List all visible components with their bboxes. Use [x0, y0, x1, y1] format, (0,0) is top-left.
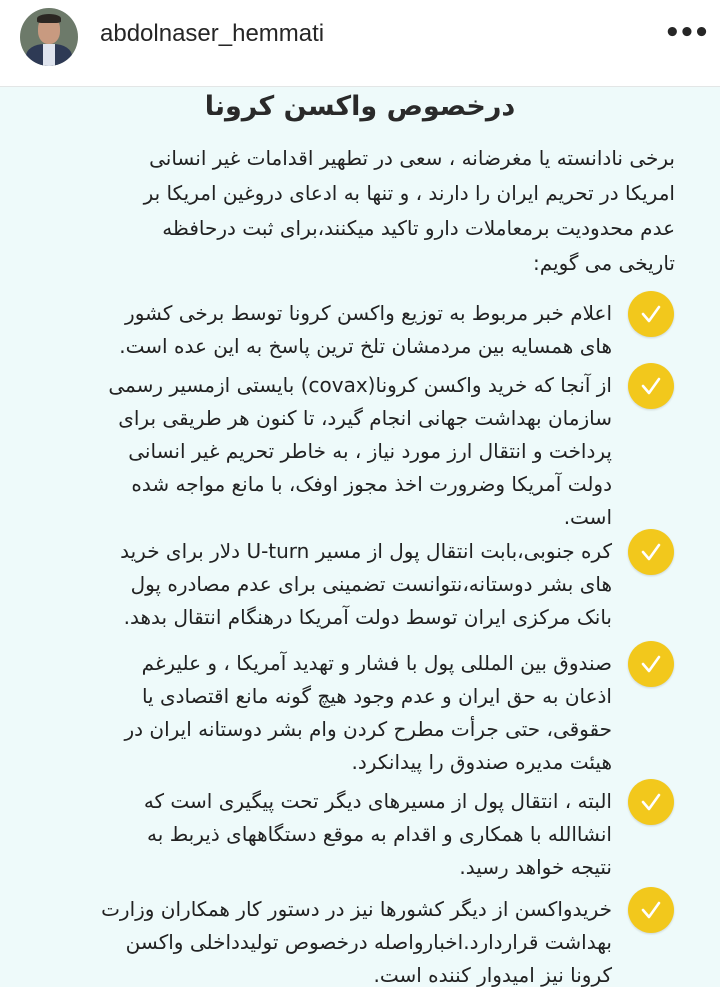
bullet-text: البته ، انتقال پول از مسیرهای دیگر تحت پیگیری است که انشاالله با همکاری و اقدام به موقع دستگاههای ذیربط به نتیجه خواهد رسید. — [143, 789, 612, 879]
post-title: درخصوص واکسن کرونا — [204, 91, 516, 122]
bullet-text: اعلام خبر مربوط به توزیع واکسن کرونا توسط برخی کشور های همسایه بین مردمشان تلخ ترین پاسخ به این عده است. — [119, 301, 612, 358]
avatar[interactable] — [20, 8, 78, 66]
check-icon — [628, 529, 674, 575]
bullet-text: خریدواکسن از دیگر کشورها نیز در دستور کار همکاران وزارت بهداشت قراردارد.اخبارواصله درخصوص تولیدداخلی واکسن کرونا نیز امیدوار کننده است. — [101, 897, 612, 987]
bullet-text: صندوق بین المللی پول با فشار و تهدید آمریکا ، و علیرغم اذعان به حق ایران و عدم وجود هیچ گونه مانع اقتصادی یا حقوقی، حتی جرأت مطرح کردن وام بشر دوستانه ایران در هیئت مدیره صندوق را پیدانکرد. — [124, 651, 612, 774]
bullet-text: از آنجا که خرید واکسن کرونا(covax) بایستی ازمسیر رسمی سازمان بهداشت جهانی انجام گیرد، تا کنون هر طریقی برای پرداخت و انتقال ارز مورد نیاز ، به خاطر تحریم غیر انسانی دولت آمریکا وضرورت اخذ مجوز اوفک، با مانع مواجه شده است. — [108, 373, 612, 529]
check-icon — [628, 887, 674, 933]
post-image — [0, 87, 720, 987]
post-header — [0, 0, 720, 87]
intro-paragraph: برخی نادانسته یا مغرضانه ، سعی در تطهیر اقدامات غیر انسانی امریکا در تحریم ایران را دارند ، و تنها به ادعای دروغین امریکا بر عدم محدودیت برمعاملات دارو تاکید میکنند،برای ثبت درحافظه تاریخی می گویم: — [143, 146, 675, 275]
check-icon — [628, 641, 674, 687]
check-icon — [628, 779, 674, 825]
more-options-icon[interactable]: ••• — [664, 18, 708, 48]
username-link[interactable]: abdolnaser_hemmati — [100, 20, 325, 47]
check-icon — [628, 363, 674, 409]
bullet-text: کره جنوبی،بابت انتقال پول از مسیر U-turn دلار برای خرید های بشر دوستانه،نتوانست تضمینی برای عدم مصادره پول بانک مرکزی ایران توسط دولت آمریکا درهنگام انتقال بدهد. — [120, 539, 612, 629]
check-icon — [628, 291, 674, 337]
